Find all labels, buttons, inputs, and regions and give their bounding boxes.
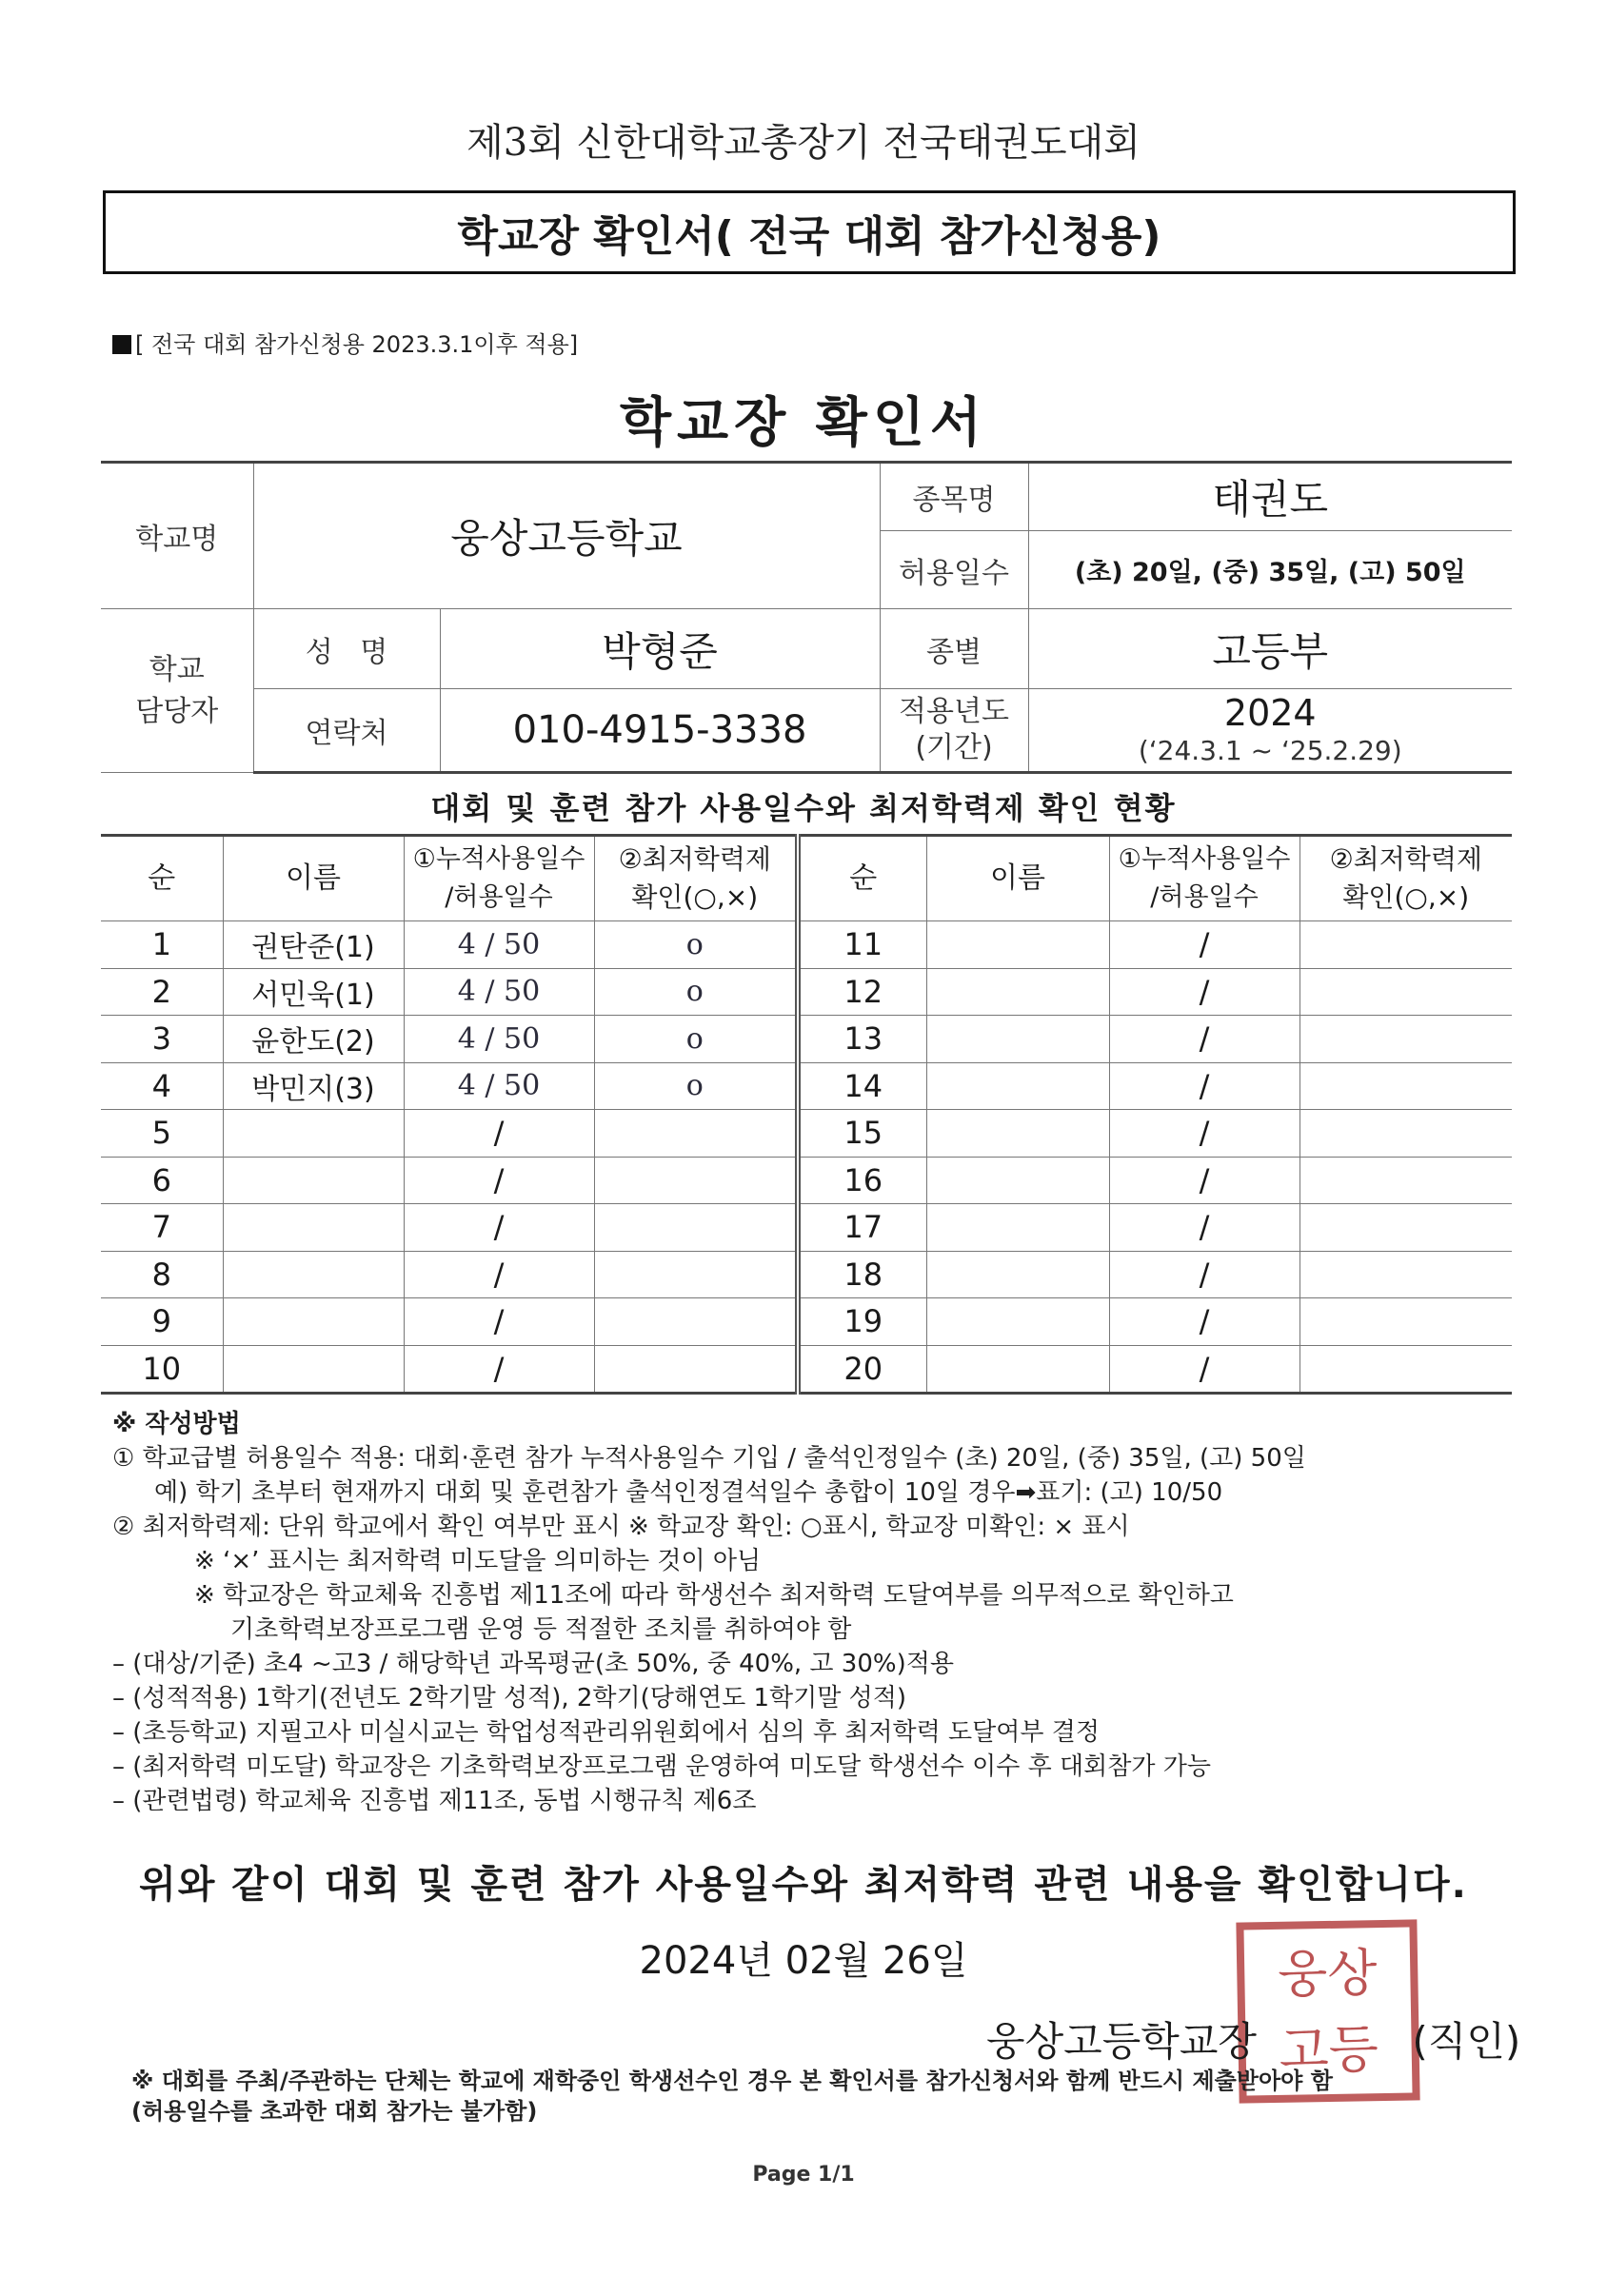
row-number: 1 (101, 921, 223, 969)
row-academic: o (594, 1016, 798, 1063)
method-item-1: ① 학교급별 허용일수 적용: 대회·훈련 참가 누적사용일수 기입 / 출석인정일수 (초) 20일, (중) 35일, (고) 50일 (112, 1444, 1306, 1473)
method-note-2: ※ 학교장은 학교체육 진흥법 제11조에 따라 학생선수 최저학력 도달여부를 의무적으로 확인하고 (194, 1581, 1234, 1610)
row-number: 9 (101, 1298, 223, 1346)
row-days: / (404, 1110, 594, 1158)
row-days: / (1109, 1298, 1299, 1346)
row-number: 7 (101, 1204, 223, 1252)
confirmation-statement: 위와 같이 대회 및 훈련 참가 사용일수와 최저학력 관련 내용을 확인합니다. (139, 1863, 1468, 1907)
contact-label: 연락처 (253, 689, 440, 773)
method-bullet: – (관련법령) 학교체육 진흥법 제11조, 동법 시행규칙 제6조 (112, 1787, 757, 1815)
manager-name-value: 박형준 (440, 609, 880, 689)
table-row (101, 1110, 1512, 1158)
row-academic (1299, 1110, 1512, 1158)
row-number: 15 (798, 1110, 926, 1158)
row-number: 6 (101, 1157, 223, 1204)
row-academic (1299, 1157, 1512, 1204)
row-academic (594, 1204, 798, 1252)
row-name (223, 1110, 404, 1158)
row-name: 권탄준(1) (223, 921, 404, 969)
row-academic (1299, 1298, 1512, 1346)
apply-year-cell (1028, 689, 1512, 773)
table-row (101, 1298, 1512, 1346)
form-box-title: 학교장 확인서( 전국 대회 참가신청용) (103, 190, 1516, 274)
row-name (926, 921, 1109, 969)
row-academic (1299, 1251, 1512, 1298)
row-days: / (1109, 921, 1299, 969)
table-row (101, 921, 1512, 969)
row-days: / (1109, 968, 1299, 1016)
row-name (926, 1016, 1109, 1063)
footnote: ※ 대회를 주최/주관하는 단체는 학교에 재학중인 학생선수인 경우 본 확인서를 참가신청서와 함께 반드시 제출받아야 함 (허용일수를 초과한 대회 참가는 불가함) (131, 2068, 1333, 2125)
row-number: 20 (798, 1345, 926, 1394)
row-days: / (1109, 1251, 1299, 1298)
allowed-days-label: 허용일수 (880, 531, 1028, 609)
apply-year-label: 적용년도 (기간) (880, 689, 1028, 773)
row-name: 박민지(3) (223, 1062, 404, 1110)
signer-line (986, 2010, 1520, 2068)
apply-year-value: 2024 (1223, 692, 1317, 734)
usage-status-table (101, 834, 1512, 1395)
header-days-left: ①누적사용일수 /허용일수 (404, 836, 594, 921)
page-number: Page 1/1 (752, 2163, 855, 2187)
allowed-days-value: (초) 20일, (중) 35일, (고) 50일 (1028, 531, 1512, 609)
row-days: / (404, 1345, 594, 1394)
row-days: / (404, 1157, 594, 1204)
row-name (926, 1204, 1109, 1252)
manager-name-label: 성 명 (253, 609, 440, 689)
row-number: 11 (798, 921, 926, 969)
row-name (926, 1345, 1109, 1394)
method-item-1-example: 예) 학기 초부터 현재까지 대회 및 훈련참가 출석인정결석일수 총합이 10일 경우➡표기: (고) 10/50 (154, 1478, 1223, 1507)
sport-label: 종목명 (880, 463, 1028, 531)
header-academic-right: ②최저학력제 확인(○,×) (1299, 836, 1512, 921)
section-title: 대회 및 훈련 참가 사용일수와 최저학력제 확인 현황 (430, 790, 1177, 826)
method-item-2: ② 최저학력제: 단위 학교에서 확인 여부만 표시 ※ 학교장 확인: ○표시, 학교장 미확인: × 표시 (112, 1513, 1130, 1541)
signer-name: 웅상고등학교장 (986, 2018, 1258, 2065)
row-name (223, 1345, 404, 1394)
row-name (223, 1157, 404, 1204)
row-days: / (404, 1251, 594, 1298)
apply-year-period: (‘24.3.1 ~ ‘25.2.29) (1138, 735, 1402, 766)
row-days: / (404, 1204, 594, 1252)
row-days: / (1109, 1204, 1299, 1252)
row-days: / (404, 1298, 594, 1346)
table-row (101, 1345, 1512, 1394)
table-row (101, 1157, 1512, 1204)
row-name: 윤한도(2) (223, 1016, 404, 1063)
row-name (926, 1298, 1109, 1346)
row-number: 3 (101, 1016, 223, 1063)
row-academic: o (594, 968, 798, 1016)
table-row (101, 1062, 1512, 1110)
row-academic (1299, 1204, 1512, 1252)
method-bullet: – (초등학교) 지필고사 미실시교는 학업성적관리위원회에서 심의 후 최저학력 도달여부 결정 (112, 1718, 1100, 1747)
row-number: 2 (101, 968, 223, 1016)
row-days: 4 / 50 (404, 1016, 594, 1063)
row-name: 서민욱(1) (223, 968, 404, 1016)
row-number: 12 (798, 968, 926, 1016)
writing-method-section (112, 1407, 1512, 1818)
row-name (223, 1251, 404, 1298)
row-name (223, 1204, 404, 1252)
method-note-2b: 기초학력보장프로그램 운영 등 적절한 조치를 취하여야 함 (230, 1615, 852, 1644)
method-bullet: – (최저학력 미도달) 학교장은 기초학력보장프로그램 운영하여 미도달 학생선수 이수 후 대회참가 가능 (112, 1752, 1211, 1781)
method-bullet: – (성적적용) 1학기(전년도 2학기말 성적), 2학기(당해연도 1학기말 성적) (112, 1684, 907, 1712)
row-number: 10 (101, 1345, 223, 1394)
school-info-table (101, 461, 1512, 774)
row-academic: o (594, 1062, 798, 1110)
sport-value: 태권도 (1028, 463, 1512, 531)
table-row (101, 1204, 1512, 1252)
row-number: 14 (798, 1062, 926, 1110)
row-academic: o (594, 921, 798, 969)
contact-value: 010-4915-3338 (440, 689, 880, 773)
document-title: 학교장 확인서 (619, 392, 988, 454)
row-number: 18 (798, 1251, 926, 1298)
row-days: / (1109, 1345, 1299, 1394)
document-date: 2024년 02월 26일 (639, 1939, 968, 1983)
row-number: 8 (101, 1251, 223, 1298)
row-name (926, 1110, 1109, 1158)
header-no-left: 순 (101, 836, 223, 921)
row-days: 4 / 50 (404, 1062, 594, 1110)
row-academic (1299, 1062, 1512, 1110)
row-academic (1299, 1016, 1512, 1063)
seal-mark: (직인) (1412, 2018, 1521, 2065)
row-academic (594, 1251, 798, 1298)
row-number: 16 (798, 1157, 926, 1204)
row-days: 4 / 50 (404, 968, 594, 1016)
row-days: / (1109, 1157, 1299, 1204)
header-academic-left: ②최저학력제 확인(○,×) (594, 836, 798, 921)
method-bullet: – (대상/기준) 초4 ~고3 / 해당학년 과목평균(초 50%, 중 40%, 고 30%)적용 (112, 1650, 954, 1678)
row-number: 4 (101, 1062, 223, 1110)
division-value: 고등부 (1028, 609, 1512, 689)
header-no-right: 순 (798, 836, 926, 921)
header-name-left: 이름 (223, 836, 404, 921)
table-row (101, 968, 1512, 1016)
row-number: 13 (798, 1016, 926, 1063)
row-days: / (1109, 1110, 1299, 1158)
row-number: 5 (101, 1110, 223, 1158)
row-number: 19 (798, 1298, 926, 1346)
row-academic (1299, 1345, 1512, 1394)
row-academic (594, 1110, 798, 1158)
table-row (101, 1251, 1512, 1298)
row-academic (594, 1345, 798, 1394)
row-academic (1299, 921, 1512, 969)
row-days: 4 / 50 (404, 921, 594, 969)
black-square-icon (112, 335, 131, 354)
school-name-value: 웅상고등학교 (253, 463, 880, 609)
row-name (926, 968, 1109, 1016)
header-name-right: 이름 (926, 836, 1109, 921)
seal-text: 고등 (1278, 2019, 1379, 2081)
school-name-label: 학교명 (101, 463, 253, 609)
row-days: / (1109, 1016, 1299, 1063)
manager-label: 학교 담당자 (101, 609, 253, 773)
method-note-1: ※ ‘×’ 표시는 최저학력 미도달을 의미하는 것이 아님 (194, 1547, 762, 1575)
table-row (101, 1016, 1512, 1063)
header-days-right: ①누적사용일수 /허용일수 (1109, 836, 1299, 921)
row-name (223, 1298, 404, 1346)
row-name (926, 1157, 1109, 1204)
notice-tag-text: [ 전국 대회 참가신청용 2023.3.1이후 적용] (135, 331, 579, 358)
division-label: 종별 (880, 609, 1028, 689)
event-title: 제3회 신한대학교총장기 전국태권도대회 (466, 121, 1141, 165)
seal-text: 웅상 (1277, 1943, 1379, 2005)
row-academic (1299, 968, 1512, 1016)
row-days: / (1109, 1062, 1299, 1110)
row-name (926, 1062, 1109, 1110)
row-name (926, 1251, 1109, 1298)
row-number: 17 (798, 1204, 926, 1252)
method-heading: ※ 작성방법 (112, 1410, 241, 1438)
notice-tag (112, 326, 578, 359)
row-academic (594, 1298, 798, 1346)
row-academic (594, 1157, 798, 1204)
